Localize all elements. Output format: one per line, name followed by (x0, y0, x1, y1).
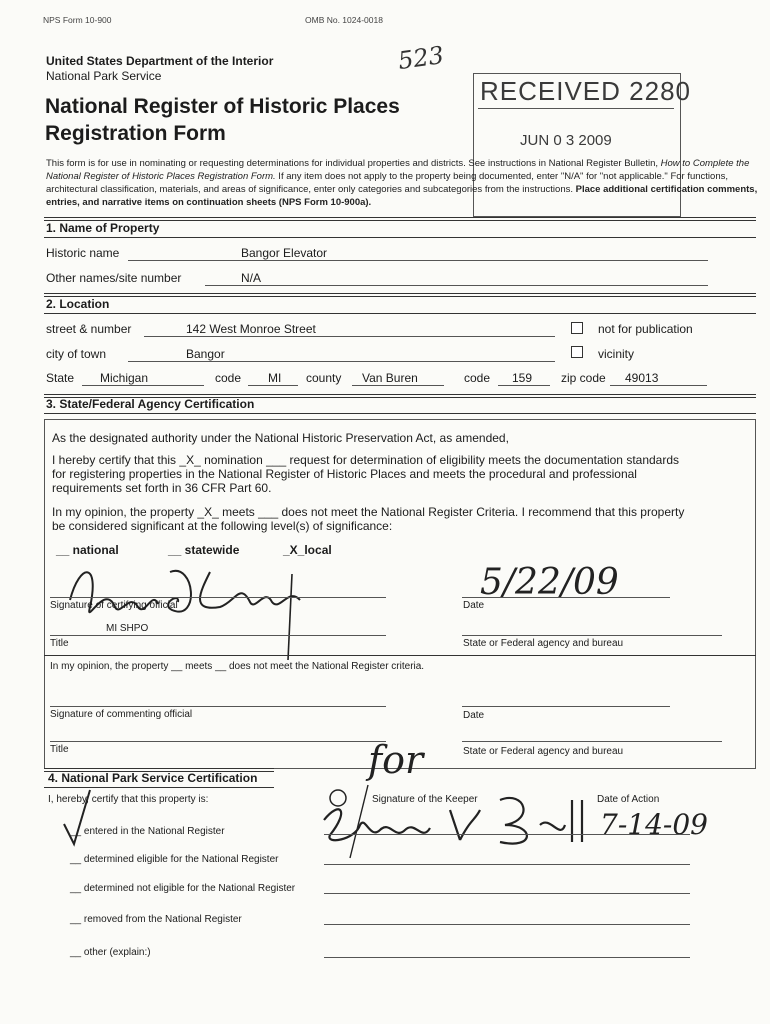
section3-heading: 3. State/Federal Agency Certification (46, 397, 255, 411)
title-label: Title (50, 638, 69, 649)
option-not-eligible-line (324, 893, 690, 894)
other-names-label: Other names/site number (46, 271, 182, 285)
not-for-publication-checkbox[interactable] (571, 322, 583, 334)
bureau-line (462, 635, 722, 636)
comment-divider (44, 655, 756, 656)
opinion-line2: be considered significant at the following level(s) of significance: (52, 519, 393, 533)
historic-name-field[interactable]: Bangor Elevator (241, 246, 328, 260)
cert-date-line (462, 597, 670, 598)
option-not-eligible[interactable]: __ determined not eligible for the National Register (70, 883, 296, 894)
comment-bureau-line (462, 741, 722, 742)
state-code-field[interactable]: MI (268, 371, 282, 385)
other-names-line (205, 285, 708, 286)
certifying-signature-label: Signature of certifying official (50, 600, 178, 611)
state-line (82, 385, 204, 386)
street-line (144, 336, 555, 337)
handwritten-for: for (368, 738, 424, 782)
historic-name-line (128, 260, 708, 261)
authority-text: As the designated authority under the National Historic Preservation Act, as amended, (52, 431, 509, 445)
commenting-signature-line (50, 706, 386, 707)
option-eligible-line (324, 864, 690, 865)
comment-bureau-label: State or Federal agency and bureau (463, 746, 624, 757)
historic-name-label: Historic name (46, 246, 120, 260)
county-line (352, 385, 444, 386)
agency: National Park Service (46, 69, 162, 83)
title-value: MI SHPO (106, 623, 149, 634)
option-eligible[interactable]: __ determined eligible for the National Register (70, 854, 279, 865)
handwritten-ref-number: 523 (396, 40, 446, 76)
omb-number: OMB No. 1024-0018 (305, 15, 383, 25)
level-statewide[interactable]: __ statewide (168, 543, 240, 557)
vicinity-checkbox[interactable] (571, 346, 583, 358)
option-eligible-label: determined eligible for the National Register (83, 854, 279, 865)
date-of-action-label: Date of Action (597, 794, 660, 805)
county-code-line (498, 385, 550, 386)
other-names-field[interactable]: N/A (241, 271, 262, 285)
zip-label: zip code (561, 371, 606, 385)
section4-heading: 4. National Park Service Certification (48, 771, 258, 785)
comment-date-label: Date (463, 710, 485, 721)
keeper-signature-scribble (310, 780, 610, 860)
comment-title-line (50, 741, 386, 742)
department: United States Department of the Interior (46, 54, 274, 68)
form-number: NPS Form 10-900 (43, 15, 112, 25)
option-other-line (324, 957, 690, 958)
form-title-line2: Registration Form (45, 122, 226, 145)
form-title-line1: National Register of Historic Places (45, 95, 400, 118)
state-code-line (248, 385, 298, 386)
city-field[interactable]: Bangor (186, 347, 225, 361)
city-line (128, 361, 555, 362)
intro-text-1: This form is for use in nominating or requesting determinations for individual properties and districts. See instructions in National Register Bulletin, (46, 158, 661, 169)
keeper-signature-label: Signature of the Keeper (372, 794, 478, 805)
option-other-label: other (explain:) (83, 947, 151, 958)
cert-date-label: Date (463, 600, 485, 611)
nps-certify-text: I, hereby, certify that this property is: (48, 794, 209, 805)
state-field[interactable]: Michigan (100, 371, 149, 385)
option-removed-line (324, 924, 690, 925)
title-line (50, 635, 386, 636)
section3-underline (44, 413, 756, 414)
intro-bulletin-title: How to Complete the National Register of Historic Places Registration Form. (46, 158, 750, 182)
not-for-publication-label: not for publication (598, 322, 693, 336)
intro-continuation-note: Place additional certification comments, entries, and narrative items on continuation sheets (NPS Form 10-900a). (46, 184, 758, 208)
certify-line2: for registering properties in the National Register of Historic Places and meets the procedural and professional (52, 467, 637, 481)
state-label: State (46, 371, 75, 385)
intro-paragraph (46, 157, 758, 209)
comment-title-label: Title (50, 744, 69, 755)
section2-underline (44, 313, 756, 314)
vicinity-label: vicinity (598, 347, 635, 361)
option-entered-line (324, 834, 690, 835)
checkmark-icon (60, 788, 100, 848)
state-code-label: code (215, 371, 242, 385)
bureau-label: State or Federal agency and bureau (463, 638, 624, 649)
option-removed-label: removed from the National Register (83, 914, 242, 925)
comment-opinion: In my opinion, the property __ meets __ does not meet the National Register criteria. (50, 661, 425, 672)
option-removed[interactable]: __ removed from the National Register (70, 914, 242, 925)
certify-line1: I hereby certify that this _X_ nomination ___ request for determination of eligibility meets the documentation standards (52, 453, 680, 467)
street-field[interactable]: 142 West Monroe Street (186, 322, 316, 336)
county-field[interactable]: Van Buren (362, 371, 418, 385)
street-label: street & number (46, 322, 132, 336)
received-stamp-date: JUN 0 3 2009 (520, 132, 612, 149)
option-not-eligible-label: determined not eligible for the National Register (83, 883, 296, 894)
received-stamp-text: RECEIVED 2280 (480, 76, 691, 106)
section1-heading: 1. Name of Property (46, 221, 160, 235)
level-national[interactable]: __ national (56, 543, 119, 557)
option-entered-label: entered in the National Register (83, 826, 225, 837)
commenting-signature-label: Signature of commenting official (50, 709, 193, 720)
city-label: city of town (46, 347, 107, 361)
opinion-line1: In my opinion, the property _X_ meets ___ does not meet the National Register Criteria. I recommend that this property (52, 505, 685, 519)
zip-line (610, 385, 707, 386)
county-code-field[interactable]: 159 (512, 371, 533, 385)
county-label: county (306, 371, 342, 385)
section2-heading: 2. Location (46, 297, 110, 311)
certifying-signature-line (50, 597, 386, 598)
section1-underline (44, 237, 756, 238)
action-date-value: 7-14-09 (600, 808, 708, 841)
stamp-divider (478, 108, 674, 109)
level-local[interactable]: _X_local (283, 543, 332, 557)
comment-date-line (462, 706, 670, 707)
county-code-label: code (464, 371, 491, 385)
option-entered[interactable]: __ entered in the National Register (70, 826, 225, 837)
section2-rule (44, 293, 756, 297)
option-other[interactable]: __ other (explain:) (70, 947, 151, 958)
zip-field[interactable]: 49013 (625, 371, 659, 385)
certify-line3: requirements set forth in 36 CFR Part 60. (52, 481, 272, 495)
handwritten-cert-date: 5/22/09 (480, 562, 619, 603)
intro-text-2: If any item does not apply to the property being documented, enter "N/A" for "not applicable." For functions, architectural classification, materials, and areas of significance, enter only categories and subcategories from the instructions. (46, 171, 728, 195)
